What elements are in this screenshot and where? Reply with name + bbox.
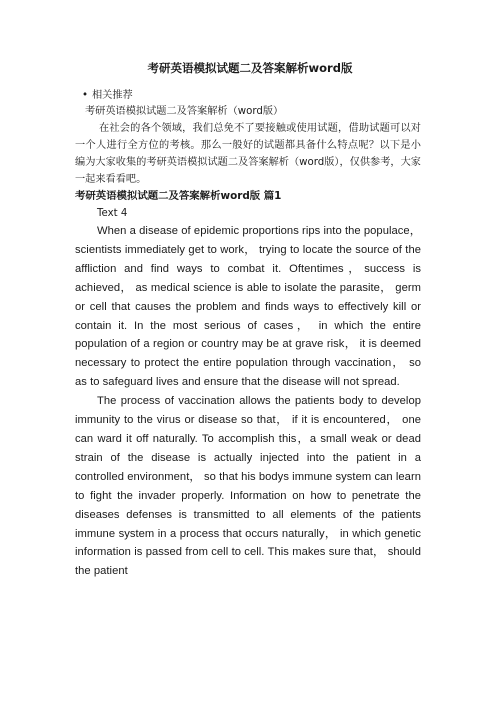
related-label[interactable]: 相关推荐 xyxy=(92,90,133,101)
section-heading: 考研英语模拟试题二及答案解析word版 篇1 xyxy=(75,190,282,202)
text-label: Text 4 xyxy=(97,208,128,219)
related-recommendations xyxy=(75,88,421,104)
intro-paragraph: 在社会的各个领域，我们总免不了要接触或使用试题，借助试题可以对一个人进行全方位的考核。那么一般好的试题都具备什么特点呢？以下是小编为大家收集的考研英语模拟试题二及答案解析（word版），仅供参考，大家一起来看看吧。 xyxy=(75,123,421,185)
bullet-icon: • xyxy=(82,90,89,101)
document-title: 考研英语模拟试题二及答案解析word版 xyxy=(147,61,353,75)
document-subtitle: 考研英语模拟试题二及答案解析（word版） xyxy=(85,106,284,117)
body-paragraph-2: The process of vaccination allows the patients body to develop immunity to the virus or disease so that， if it is encountered， one can ward it off naturally. To accomplish this，a small weak or dead strain of the disease is actually injected into the patient in a controlled environment， so that his bodys immune system can learn to fight the invader properly. Information on how to penetrate the diseases defenses is transmitted to all elements of the patients immune system in a process that occurs naturally， in which genetic information is passed from cell to cell. This makes sure that， should the patient xyxy=(75,395,421,578)
body-paragraph-1: When a disease of epidemic proportions rips into the populace， scientists immediately get to work， trying to locate the source of the affliction and find ways to combat it. Oftentimes，success is achieved， as medical science is able to isolate the parasite， germ or cell that causes the problem and finds ways to effectively kill or contain it. In the most serious of cases， in which the entire population of a region or country may be at grave risk， it is deemed necessary to protect the entire population through vaccination， so as to safeguard lives and ensure that the disease will not spread. xyxy=(75,225,421,389)
